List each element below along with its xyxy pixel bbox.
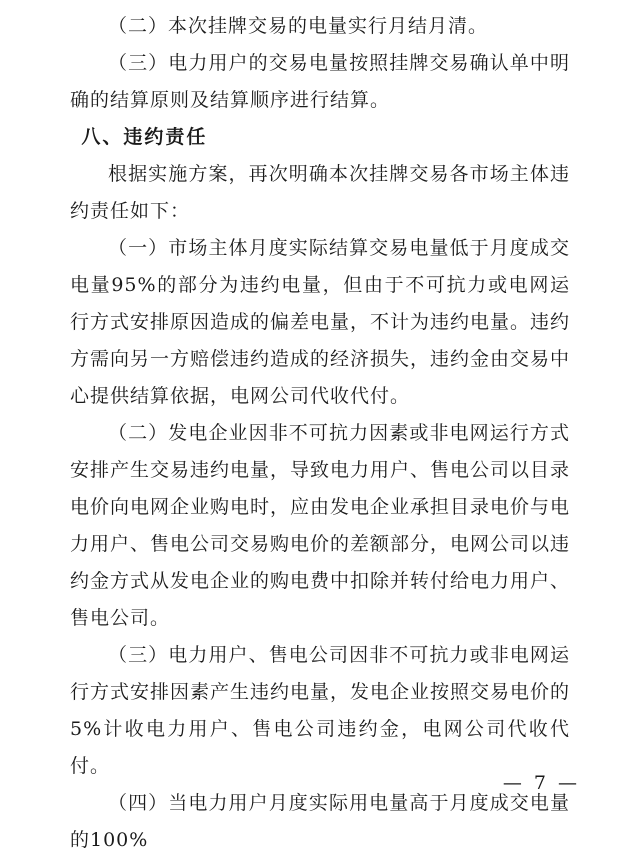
paragraph-breach-item-2: （二）发电企业因非不可抗力因素或非电网运行方式安排产生交易违约电量，导致电力用户、售电公司以目录电价向电网企业购电时，应由发电企业承担目录电价与电力用户、售电公司交易购电价的差额部分，电网公司以违约金方式从发电企业的购电费中扣除并转付给电力用户、售电公司。 <box>70 422 571 629</box>
paragraph-settlement-monthly: （二）本次挂牌交易的电量实行月结月清。 <box>108 15 489 37</box>
document-body <box>70 8 570 859</box>
section-heading-breach-liability: 八、违约责任 <box>81 126 208 148</box>
paragraph-settlement-principle: （三）电力用户的交易电量按照挂牌交易确认单中明确的结算原则及结算顺序进行结算。 <box>70 52 570 111</box>
paragraph-breach-item-3: （三）电力用户、售电公司因非不可抗力或非电网运行方式安排因素产生违约电量，发电企业按照交易电价的5%计收电力用户、售电公司违约金，电网公司代收代付。 <box>70 644 571 777</box>
paragraph-breach-item-1: （一）市场主体月度实际结算交易电量低于月度成交电量95%的部分为违约电量，但由于不可抗力或电网运行方式安排原因造成的偏差电量，不计为违约电量。违约方需向另一方赔偿违约造成的经济损失，违约金由交易中心提供结算依据，电网公司代收代付。 <box>70 237 571 407</box>
paragraph-breach-intro: 根据实施方案，再次明确本次挂牌交易各市场主体违约责任如下： <box>70 163 570 222</box>
paragraph-breach-item-4: （四）当电力用户月度实际用电量高于月度成交电量的100% <box>70 792 570 851</box>
page-number: — 7 — <box>502 772 580 794</box>
